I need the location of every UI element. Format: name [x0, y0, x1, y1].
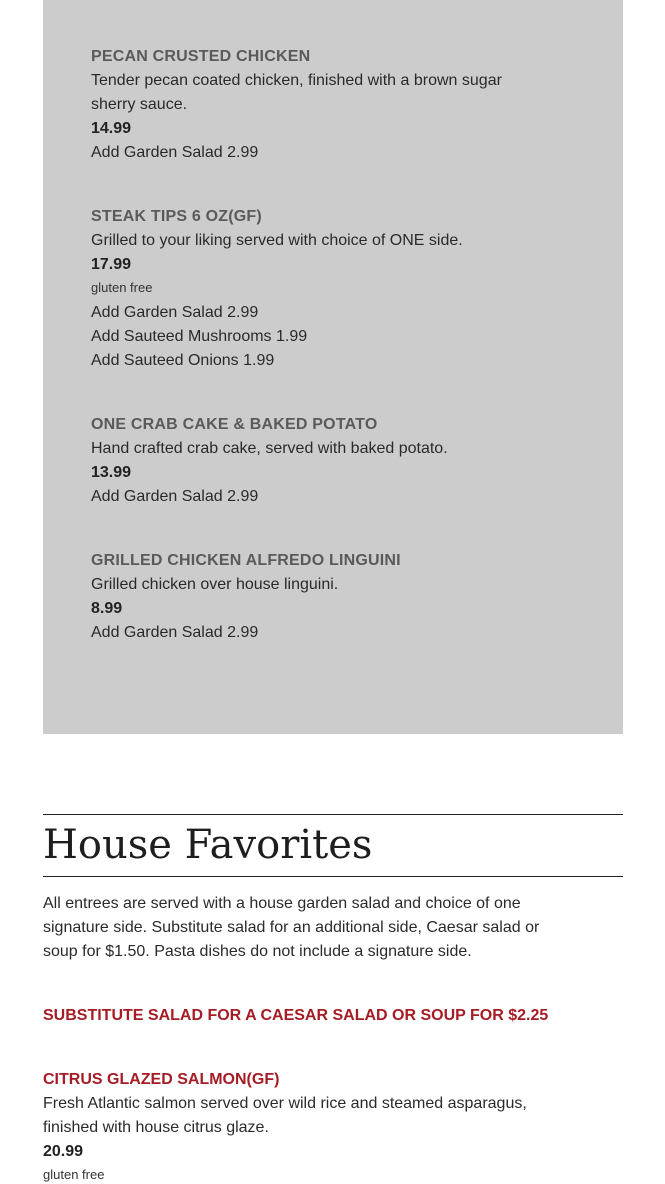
menu-item-addon: Add Sauteed Mushrooms 1.99 — [91, 328, 308, 345]
menu-item-description: Hand crafted crab cake, served with baked potato. — [91, 440, 448, 457]
section-intro: soup for $1.50. Pasta dishes do not include a signature side. — [43, 943, 472, 960]
house-favorites-section — [43, 0, 623, 1182]
menu-item-price: 13.99 — [91, 464, 132, 481]
menu-item-name: GRILLED CHICKEN ALFREDO LINGUINI — [91, 552, 401, 569]
section-intro: signature side. Substitute salad for an additional side, Caesar salad or — [43, 919, 540, 936]
menu-item-price: 20.99 — [43, 1143, 84, 1160]
dietary-tag: gluten free — [91, 280, 153, 295]
dietary-tag: gluten free — [43, 1167, 105, 1182]
menu-item-price: 8.99 — [91, 600, 123, 617]
menu-item-addon: Add Garden Salad 2.99 — [91, 624, 259, 641]
menu-item-price: 14.99 — [91, 120, 132, 137]
section-intro: All entrees are served with a house garden salad and choice of one — [43, 895, 521, 912]
menu-item-addon: Add Sauteed Onions 1.99 — [91, 352, 275, 369]
menu-item-name: PECAN CRUSTED CHICKEN — [91, 48, 311, 65]
menu-item-name: CITRUS GLAZED SALMON(GF) — [43, 1071, 280, 1088]
menu-item-name: STEAK TIPS 6 OZ(GF) — [91, 208, 262, 225]
menu-item-name: ONE CRAB CAKE & BAKED POTATO — [91, 416, 378, 433]
menu-item-description: Fresh Atlantic salmon served over wild rice and steamed asparagus, — [43, 1095, 527, 1112]
section-divider-bottom — [43, 876, 623, 877]
menu-item-description: Grilled to your liking served with choice of ONE side. — [91, 232, 463, 249]
menu-item-description: Tender pecan coated chicken, finished with a brown sugar — [91, 72, 502, 89]
menu-item-addon: Add Garden Salad 2.99 — [91, 488, 259, 505]
menu-item-description: finished with house citrus glaze. — [43, 1119, 269, 1136]
menu-item-description: Grilled chicken over house linguini. — [91, 576, 339, 593]
menu-item-addon: Add Garden Salad 2.99 — [91, 144, 259, 161]
section-title: House Favorites — [43, 822, 373, 868]
menu-item-addon: Add Garden Salad 2.99 — [91, 304, 259, 321]
menu-item-description: sherry sauce. — [91, 96, 188, 113]
substitution-note: SUBSTITUTE SALAD FOR A CAESAR SALAD OR SOUP FOR $2.25 — [43, 1007, 549, 1024]
menu-item-price: 17.99 — [91, 256, 132, 273]
